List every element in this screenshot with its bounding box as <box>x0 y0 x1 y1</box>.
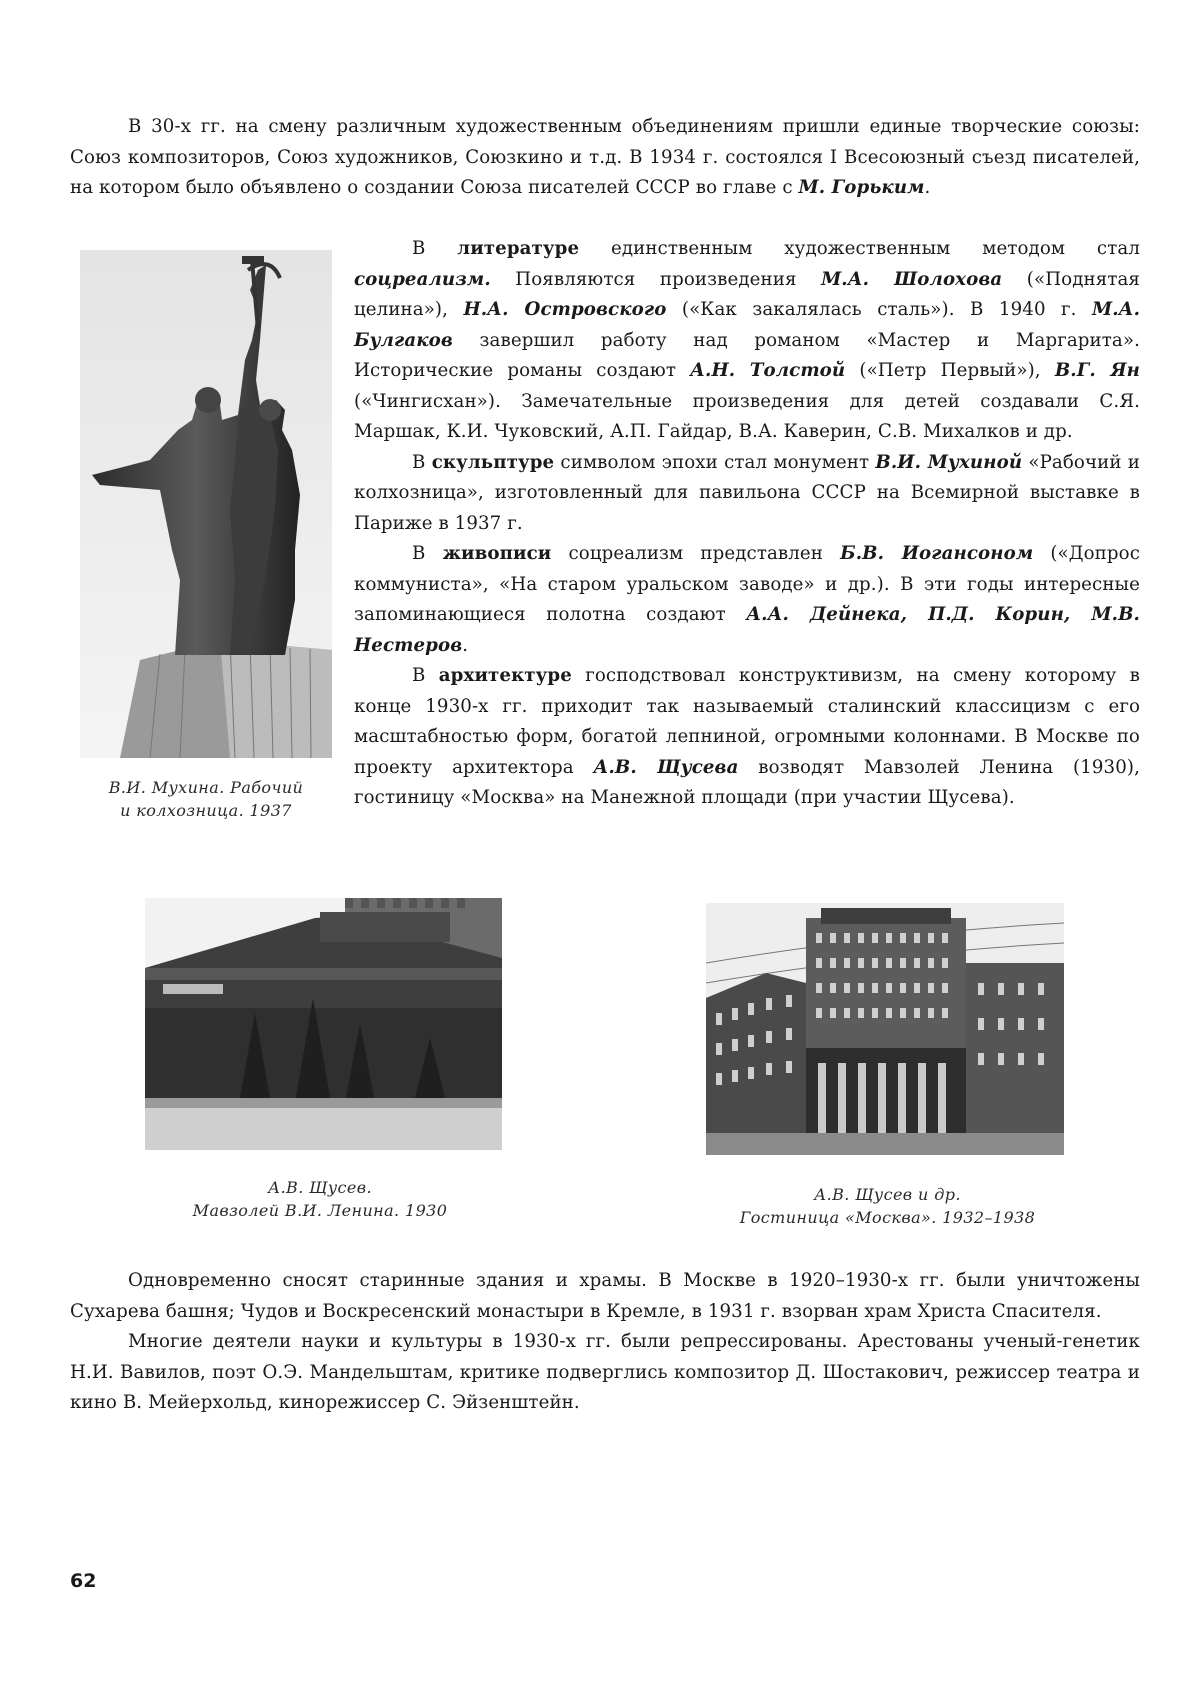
hotel-moskva-photo <box>706 903 1064 1155</box>
architecture-paragraph: В архитектуре господствовал конструктивизм, на смену которому в конце 1930-х гг. приходит так называемый сталинский классицизм с его масштабностью форм, богатой лепниной, огромными колоннами. В Москве по проекту архитектора А.В. Щусева возводят Мавзолей Ленина (1930), гостиницу «Москва» на Манежной площади (при участии Щусева). <box>354 665 1140 808</box>
sculpture-paragraph: В скульптуре символом эпохи стал монумент В.И. Мухиной «Рабочий и колхозница», изготовленный для павильона СССР на Всемирной выставке в Париже в 1937 г. <box>354 451 1140 534</box>
intro-section <box>70 112 1140 204</box>
statue-caption: В.И. Мухина. Рабочий и колхозница. 1937 <box>108 778 304 820</box>
page-number: 62 <box>70 1570 97 1592</box>
right-column <box>354 234 1140 814</box>
lenin-mausoleum-photo <box>145 898 502 1150</box>
repressions-paragraph: Многие деятели науки и культуры в 1930-х гг. были репрессированы. Арестованы ученый-генетик Н.И. Вавилов, поэт О.Э. Мандельштам, критике подверглись композитор Д. Шостакович, режиссер театра и кино В. Мейерхольд, кинорежиссер С. Эйзенштейн. <box>70 1331 1140 1413</box>
mausoleum-caption: А.В. Щусев. Мавзолей В.И. Ленина. 1930 <box>192 1178 448 1220</box>
painting-paragraph: В живописи соцреализм представлен Б.В. Иогансоном («Допрос коммуниста», «На старом уральском заводе» и др.). В эти годы интересные запоминающиеся полотна создают А.А. Дейнека, П.Д. Корин, М.В. Нестеров. <box>354 543 1140 656</box>
bottom-section <box>70 1266 1140 1419</box>
hotel-caption: А.В. Щусев и др. Гостиница «Москва». 1932–1938 <box>739 1185 1036 1227</box>
worker-and-kolkhoz-woman-photo <box>80 250 332 758</box>
literature-paragraph: В литературе единственным художественным методом стал соцреализм. Появляются произведения М.А. Шолохова («Поднятая целина»), Н.А. Островского («Как закалялась сталь»). В 1940 г. М.А. Булгаков завершил работу над романом «Мастер и Маргарита». Исторические романы создают А.Н. Толстой («Петр Первый»), В.Г. Ян («Чингисхан»). Замечательные произведения для детей создавали С.Я. Маршак, К.И. Чуковский, А.П. Гайдар, В.А. Каверин, С.В. Михалков и др. <box>354 238 1141 442</box>
intro-paragraph: В 30-х гг. на смену различным художественным объединениям пришли единые творческие союзы: Союз композиторов, Союз художников, Союзкино и т.д. В 1934 г. состоялся I Всесоюзный съезд писателей, на котором было объявлено о создании Союза писателей СССР во главе с М. Горьким. <box>70 116 1140 198</box>
demolition-paragraph: Одновременно сносят старинные здания и храмы. В Москве в 1920–1930-х гг. были уничтожены Сухарева башня; Чудов и Воскресенский монастыри в Кремле, в 1931 г. взорван храм Христа Спасителя. <box>70 1270 1140 1322</box>
